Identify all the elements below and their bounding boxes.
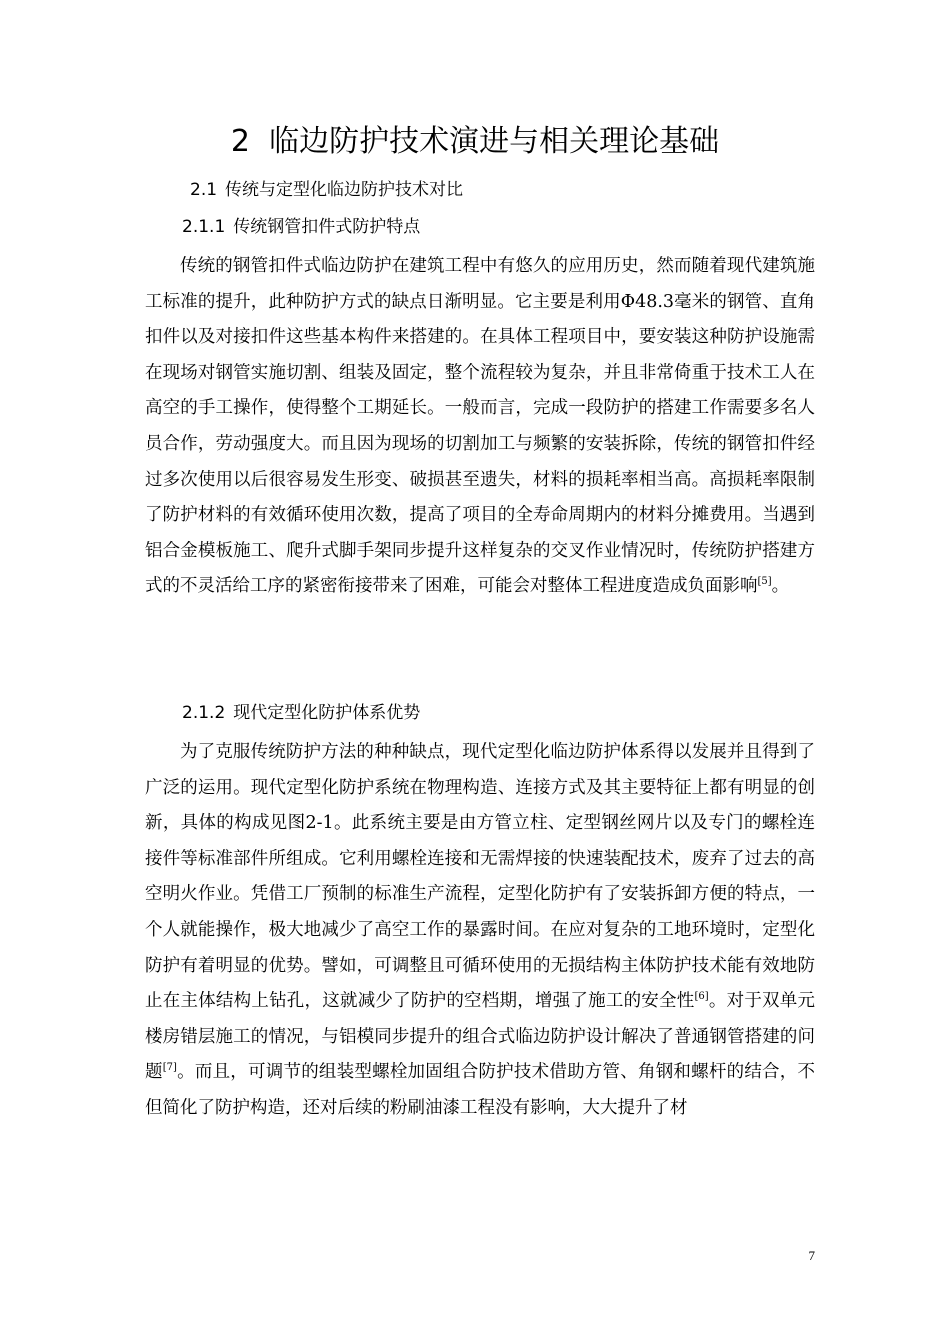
paragraph-text-b: 。对于双单元楼房错层施工的情况，与铝模同步提升的组合式临边防护设计解决了普通钢管搭建的问题 — [145, 991, 816, 1083]
paragraph-text-c: 。而且，可调节的组装型螺栓加固组合防护技术借助方管、角钢和螺杆的结合，不但简化了防护构造，还对后续的粉刷油漆工程没有影响，大大提升了材 — [145, 1062, 816, 1118]
section-number: 2.1 — [190, 180, 218, 200]
subsection-heading-2-1-2 — [182, 701, 420, 725]
paragraph-text: 传统的钢管扣件式临边防护在建筑工程中有悠久的应用历史，然而随着现代建筑施工标准的提升，此种防护方式的缺点日渐明显。它主要是利用Φ48.3毫米的钢管、直角扣件以及对接扣件这些基本构件来搭建的。在具体工程项目中，要安装这种防护设施需在现场对钢管实施切割、组装及固定，整个流程较为复杂，并且非常倚重于技术工人在高空的手工操作，使得整个工期延长。一般而言，完成一段防护的搭建工作需要多名人员合作，劳动强度大。而且因为现场的切割加工与频繁的安装拆除，传统的钢管扣件经过多次使用以后很容易发生形变、破损甚至遗失，材料的损耗率相当高。高损耗率限制了防护材料的有效循环使用次数，提高了项目的全寿命周期内的材料分摊费用。当遇到铝合金模板施工、爬升式脚手架同步提升这样复杂的交叉作业情况时，传统防护搭建方式的不灵活给工序的紧密衔接带来了困难，可能会对整体工程进度造成负面影响 — [145, 256, 815, 597]
citation-ref: [6] — [694, 991, 709, 1003]
subsection-number: 2.1.1 — [182, 217, 226, 237]
section-heading-2-1 — [190, 178, 463, 202]
paragraph-end: 。 — [771, 576, 790, 597]
chapter-title — [0, 120, 950, 164]
subsection-title: 传统钢管扣件式防护特点 — [233, 217, 421, 237]
citation-ref: [5] — [757, 576, 772, 588]
paragraph-traditional-protection — [145, 249, 815, 605]
citation-ref: [7] — [162, 1062, 177, 1074]
subsection-title: 现代定型化防护体系优势 — [233, 703, 421, 723]
paragraph-modern-system — [145, 735, 815, 1127]
page-number: 7 — [808, 1248, 815, 1263]
chapter-title-text: 临边防护技术演进与相关理论基础 — [269, 124, 720, 159]
paragraph-text-a: 为了克服传统防护方法的种种缺点，现代定型化临边防护体系得以发展并且得到了广泛的运用。现代定型化防护系统在物理构造、连接方式及其主要特征上都有明显的创新，具体的构成见图2-1。此系统主要是由方管立柱、定型钢丝网片以及专门的螺栓连接件等标准部件所组成。它利用螺栓连接和无需焊接的快速装配技术，废弃了过去的高空明火作业。凭借工厂预制的标准生产流程，定型化防护有了安装拆卸方便的特点，一个人就能操作，极大地减少了高空工作的暴露时间。在应对复杂的工地环境时，定型化防护有着明显的优势。譬如，可调整且可循环使用的无损结构主体防护技术能有效地防止在主体结构上钻孔，这就减少了防护的空档期，增强了施工的安全性 — [145, 742, 815, 1012]
chapter-number: 2 — [230, 124, 250, 159]
section-title: 传统与定型化临边防护技术对比 — [225, 180, 464, 200]
subsection-heading-2-1-1 — [182, 215, 420, 239]
subsection-number: 2.1.2 — [182, 703, 226, 723]
